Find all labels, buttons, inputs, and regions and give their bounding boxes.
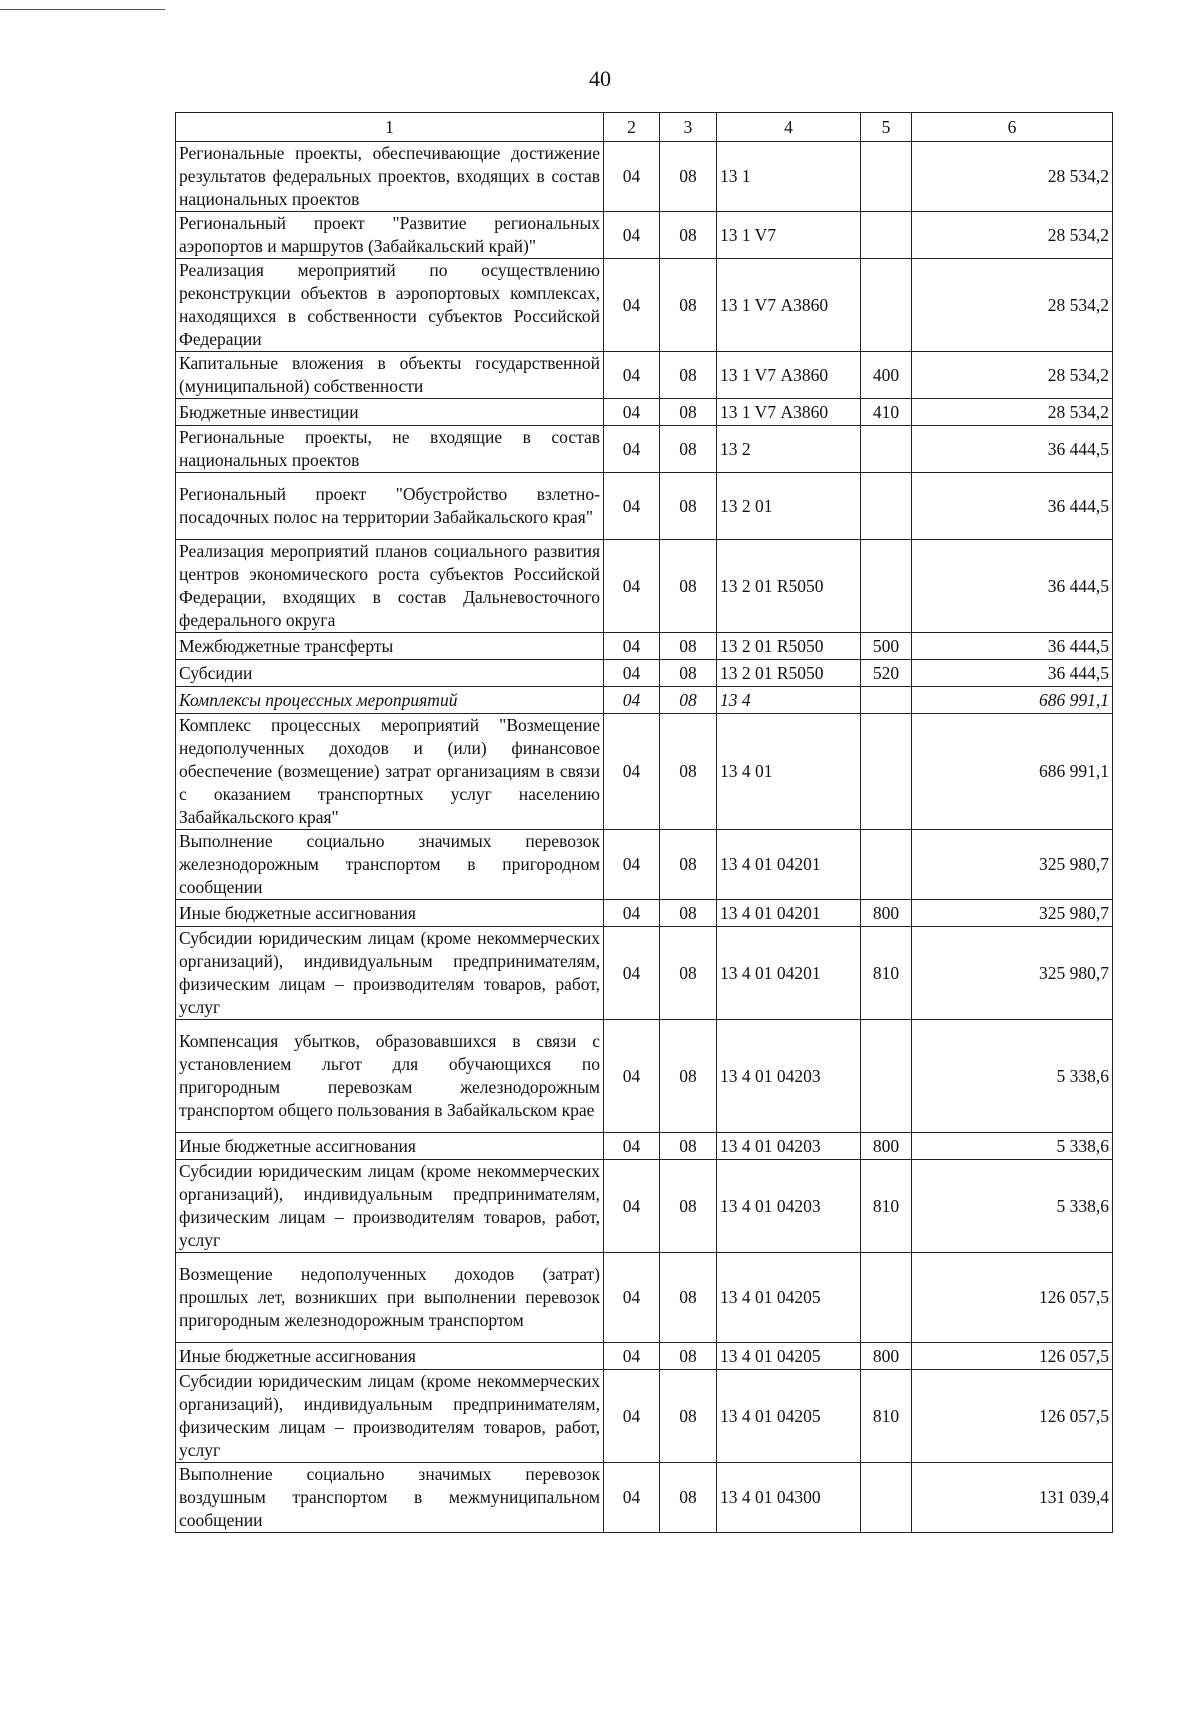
row-amount: 28 534,2 (912, 259, 1113, 352)
table-header-row (176, 113, 1113, 142)
table-row (176, 142, 1113, 212)
table-row (176, 540, 1113, 633)
row-amount: 131 039,4 (912, 1463, 1113, 1533)
row-expense-type (861, 1020, 912, 1133)
row-amount: 28 534,2 (912, 212, 1113, 259)
row-subsection: 08 (660, 426, 717, 473)
row-subsection: 08 (660, 927, 717, 1020)
row-target-article: 13 4 01 04205 (717, 1370, 861, 1463)
table-row (176, 660, 1113, 687)
row-section: 04 (604, 1133, 660, 1160)
row-section: 04 (604, 1253, 660, 1343)
row-name: Капитальные вложения в объекты государственной (муниципальной) собственности (176, 352, 604, 399)
col-header-target-article: 4 (717, 113, 861, 142)
row-name: Комплексы процессных мероприятий (176, 687, 604, 714)
table-row (176, 426, 1113, 473)
row-target-article: 13 1 V7 А3860 (717, 352, 861, 399)
row-subsection: 08 (660, 540, 717, 633)
row-target-article: 13 4 01 04203 (717, 1020, 861, 1133)
row-section: 04 (604, 714, 660, 830)
row-name: Иные бюджетные ассигнования (176, 900, 604, 927)
row-target-article: 13 4 01 04300 (717, 1463, 861, 1533)
row-subsection: 08 (660, 830, 717, 900)
table-row (176, 900, 1113, 927)
row-target-article: 13 4 01 04203 (717, 1133, 861, 1160)
row-section: 04 (604, 1343, 660, 1370)
table-row (176, 1020, 1113, 1133)
table-row (176, 830, 1113, 900)
row-target-article: 13 4 01 04205 (717, 1253, 861, 1343)
row-expense-type: 500 (861, 633, 912, 660)
row-expense-type (861, 540, 912, 633)
row-subsection: 08 (660, 1133, 717, 1160)
row-target-article: 13 4 01 04201 (717, 927, 861, 1020)
table-row (176, 633, 1113, 660)
row-amount: 5 338,6 (912, 1133, 1113, 1160)
row-amount: 5 338,6 (912, 1020, 1113, 1133)
budget-table (175, 112, 1113, 1533)
scan-edge-line (0, 9, 165, 10)
row-amount: 325 980,7 (912, 927, 1113, 1020)
row-amount: 686 991,1 (912, 687, 1113, 714)
row-target-article: 13 2 01 R5050 (717, 633, 861, 660)
row-target-article: 13 2 (717, 426, 861, 473)
row-name: Региональный проект "Развитие региональных аэропортов и маршрутов (Забайкальский край)" (176, 212, 604, 259)
row-target-article: 13 2 01 R5050 (717, 540, 861, 633)
row-section: 04 (604, 633, 660, 660)
row-name: Возмещение недополученных доходов (затрат) прошлых лет, возникших при выполнении перевозок пригородным железнодорожным транспортом (176, 1253, 604, 1343)
row-name: Субсидии юридическим лицам (кроме некоммерческих организаций), индивидуальным предпринимателям, физическим лицам – производителям товаров, работ, услуг (176, 927, 604, 1020)
row-subsection: 08 (660, 660, 717, 687)
row-section: 04 (604, 660, 660, 687)
row-subsection: 08 (660, 212, 717, 259)
row-subsection: 08 (660, 352, 717, 399)
row-target-article: 13 4 01 04201 (717, 830, 861, 900)
row-name: Субсидии юридическим лицам (кроме некоммерческих организаций), индивидуальным предпринимателям, физическим лицам – производителям товаров, работ, услуг (176, 1370, 604, 1463)
row-section: 04 (604, 900, 660, 927)
row-expense-type: 800 (861, 900, 912, 927)
row-expense-type (861, 259, 912, 352)
row-subsection: 08 (660, 1253, 717, 1343)
table-row (176, 1370, 1113, 1463)
row-expense-type (861, 142, 912, 212)
row-subsection: 08 (660, 473, 717, 540)
table-row (176, 1160, 1113, 1253)
row-section: 04 (604, 687, 660, 714)
row-section: 04 (604, 830, 660, 900)
row-subsection: 08 (660, 259, 717, 352)
row-name: Субсидии (176, 660, 604, 687)
row-target-article: 13 1 (717, 142, 861, 212)
row-expense-type: 800 (861, 1133, 912, 1160)
row-expense-type (861, 1253, 912, 1343)
row-amount: 28 534,2 (912, 352, 1113, 399)
col-header-expense-type: 5 (861, 113, 912, 142)
row-name: Бюджетные инвестиции (176, 399, 604, 426)
page-number: 40 (589, 66, 611, 91)
row-name: Региональный проект "Обустройство взлетно-посадочных полос на территории Забайкальского края" (176, 473, 604, 540)
col-header-amount: 6 (912, 113, 1113, 142)
table-row (176, 1463, 1113, 1533)
row-target-article: 13 4 01 04201 (717, 900, 861, 927)
table-row (176, 352, 1113, 399)
table-row (176, 399, 1113, 426)
row-subsection: 08 (660, 687, 717, 714)
row-section: 04 (604, 1160, 660, 1253)
row-name: Иные бюджетные ассигнования (176, 1133, 604, 1160)
row-section: 04 (604, 142, 660, 212)
row-name: Реализация мероприятий планов социального развития центров экономического роста субъектов Российской Федерации, входящих в состав Дальневосточного федерального округа (176, 540, 604, 633)
row-subsection: 08 (660, 1343, 717, 1370)
table-row (176, 212, 1113, 259)
table-row (176, 473, 1113, 540)
row-expense-type: 520 (861, 660, 912, 687)
row-target-article: 13 4 01 04203 (717, 1160, 861, 1253)
row-name: Межбюджетные трансферты (176, 633, 604, 660)
row-expense-type: 410 (861, 399, 912, 426)
row-expense-type (861, 212, 912, 259)
row-amount: 36 444,5 (912, 660, 1113, 687)
row-amount: 325 980,7 (912, 830, 1113, 900)
row-amount: 36 444,5 (912, 540, 1113, 633)
row-amount: 36 444,5 (912, 633, 1113, 660)
row-section: 04 (604, 352, 660, 399)
col-header-subsection: 3 (660, 113, 717, 142)
row-target-article: 13 2 01 R5050 (717, 660, 861, 687)
row-section: 04 (604, 1463, 660, 1533)
row-expense-type (861, 1463, 912, 1533)
row-expense-type: 800 (861, 1343, 912, 1370)
row-subsection: 08 (660, 714, 717, 830)
row-section: 04 (604, 927, 660, 1020)
row-name: Комплекс процессных мероприятий "Возмещение недополученных доходов и (или) финансовое обеспечение (возмещение) затрат организациям в связи с оказанием транспортных услуг населению Забайкальского края" (176, 714, 604, 830)
row-amount: 36 444,5 (912, 473, 1113, 540)
row-section: 04 (604, 399, 660, 426)
row-name: Региональные проекты, обеспечивающие достижение результатов федеральных проектов, входящих в состав национальных проектов (176, 142, 604, 212)
table-row (176, 259, 1113, 352)
row-section: 04 (604, 540, 660, 633)
row-expense-type (861, 830, 912, 900)
row-target-article: 13 2 01 (717, 473, 861, 540)
row-subsection: 08 (660, 633, 717, 660)
row-name: Субсидии юридическим лицам (кроме некоммерческих организаций), индивидуальным предпринимателям, физическим лицам – производителям товаров, работ, услуг (176, 1160, 604, 1253)
table-row (176, 1133, 1113, 1160)
row-name: Региональные проекты, не входящие в состав национальных проектов (176, 426, 604, 473)
row-expense-type: 400 (861, 352, 912, 399)
row-subsection: 08 (660, 142, 717, 212)
row-name: Компенсация убытков, образовавшихся в связи с установлением льгот для обучающихся по пригородным перевозкам железнодорожным транспортом общего пользования в Забайкальском крае (176, 1020, 604, 1133)
row-subsection: 08 (660, 900, 717, 927)
row-target-article: 13 4 (717, 687, 861, 714)
row-expense-type: 810 (861, 1160, 912, 1253)
row-expense-type (861, 473, 912, 540)
col-header-section: 2 (604, 113, 660, 142)
row-target-article: 13 1 V7 (717, 212, 861, 259)
row-target-article: 13 4 01 (717, 714, 861, 830)
table-row (176, 927, 1113, 1020)
row-target-article: 13 1 V7 А3860 (717, 259, 861, 352)
row-amount: 126 057,5 (912, 1370, 1113, 1463)
row-amount: 28 534,2 (912, 399, 1113, 426)
row-section: 04 (604, 259, 660, 352)
row-target-article: 13 1 V7 А3860 (717, 399, 861, 426)
row-amount: 36 444,5 (912, 426, 1113, 473)
row-expense-type (861, 426, 912, 473)
row-section: 04 (604, 426, 660, 473)
row-expense-type: 810 (861, 927, 912, 1020)
row-subsection: 08 (660, 1160, 717, 1253)
row-name: Иные бюджетные ассигнования (176, 1343, 604, 1370)
row-subsection: 08 (660, 1463, 717, 1533)
row-expense-type (861, 714, 912, 830)
row-section: 04 (604, 212, 660, 259)
row-section: 04 (604, 1370, 660, 1463)
row-target-article: 13 4 01 04205 (717, 1343, 861, 1370)
row-amount: 325 980,7 (912, 900, 1113, 927)
row-expense-type (861, 687, 912, 714)
row-amount: 126 057,5 (912, 1253, 1113, 1343)
row-expense-type: 810 (861, 1370, 912, 1463)
table-row (176, 1343, 1113, 1370)
row-name: Выполнение социально значимых перевозок воздушным транспортом в межмуниципальном сообщении (176, 1463, 604, 1533)
row-name: Реализация мероприятий по осуществлению реконструкции объектов в аэропортовых комплексах, находящихся в собственности субъектов Российской Федерации (176, 259, 604, 352)
row-name: Выполнение социально значимых перевозок железнодорожным транспортом в пригородном сообщении (176, 830, 604, 900)
row-subsection: 08 (660, 1370, 717, 1463)
table-row (176, 687, 1113, 714)
row-section: 04 (604, 473, 660, 540)
row-section: 04 (604, 1020, 660, 1133)
row-subsection: 08 (660, 1020, 717, 1133)
col-header-name: 1 (176, 113, 604, 142)
row-amount: 126 057,5 (912, 1343, 1113, 1370)
row-amount: 28 534,2 (912, 142, 1113, 212)
row-amount: 5 338,6 (912, 1160, 1113, 1253)
table-row (176, 1253, 1113, 1343)
row-amount: 686 991,1 (912, 714, 1113, 830)
row-subsection: 08 (660, 399, 717, 426)
table-row (176, 714, 1113, 830)
